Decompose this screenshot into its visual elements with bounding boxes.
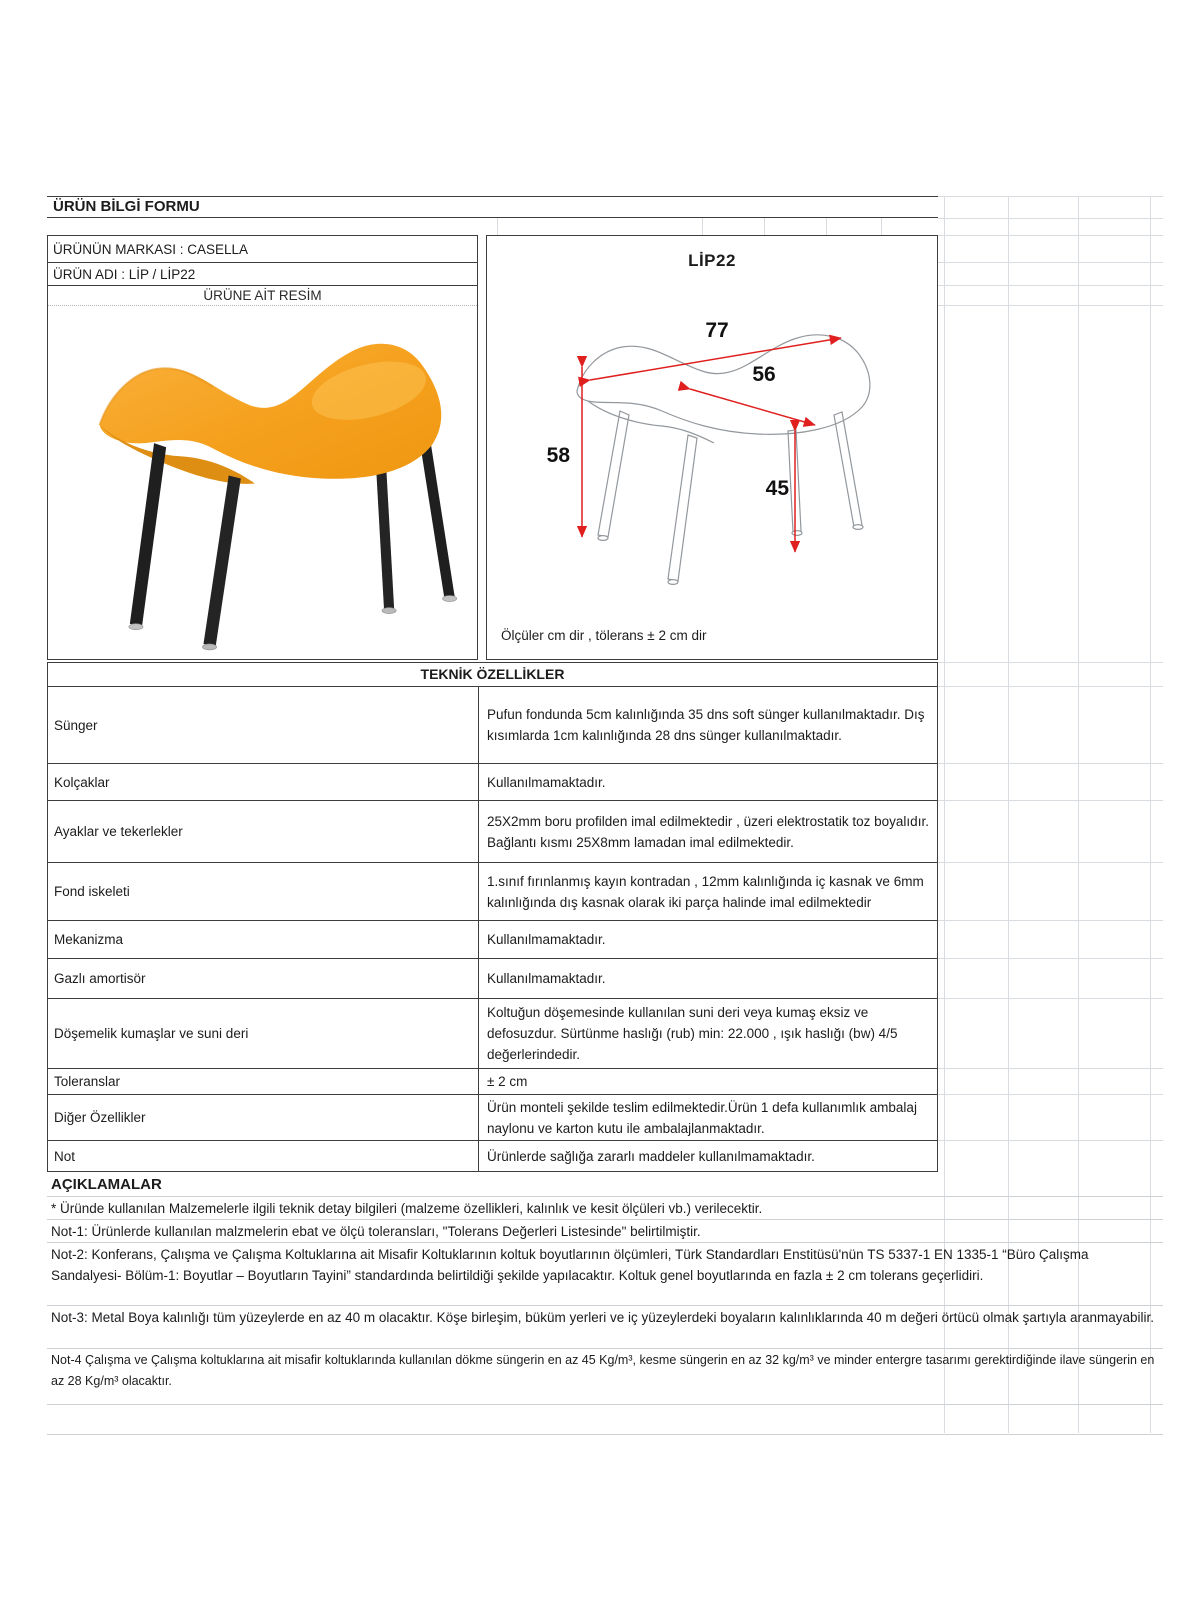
spec-value: Koltuğun döşemesinde kullanılan suni deri veya kumaş eksiz ve defosuzdur. Sürtünme haslığı (rub) min: 22.000 , ışık haslığı (bw) 4/5 değerlerindedir. xyxy=(487,1005,898,1062)
spec-label: Gazlı amortisör xyxy=(48,959,479,998)
spec-value: 25X2mm boru profilden imal edilmektedir , üzeri elektrostatik toz boyalıdır. Bağlantı kısmı 25X8mm lamadan imal edilmektedir. xyxy=(487,813,929,850)
note-item: Not-4 Çalışma ve Çalışma koltuklarına ait misafir koltuklarında kullanılan dökme süngerin en az 45 Kg/m³, kesme süngerin en az 32 kg/m³ ve minder entergre tasarımı gerektirdiğinde ilave süngerin en az 28 Kg/m³ olacaktır. xyxy=(47,1349,1163,1405)
chair-seat xyxy=(99,344,441,484)
product-photo-chair-illustration xyxy=(61,306,465,654)
stool-outline xyxy=(577,335,870,585)
spec-value: 1.sınıf fırınlanmış kayın kontradan , 12mm kalınlığında iç kasnak ve 6mm kalınlığında dış kasnak olarak iki parça halinde imal edilmektedir xyxy=(487,873,924,910)
notes-section xyxy=(47,1174,1163,1435)
dim-height-left-label: 58 xyxy=(546,444,570,467)
dim-height-right-label: 45 xyxy=(765,477,789,500)
spec-label: Mekanizma xyxy=(48,921,479,958)
spec-row-toleranslar xyxy=(48,1069,937,1095)
spec-row-mekanizma xyxy=(48,921,937,959)
notes-header: AÇIKLAMALAR xyxy=(47,1174,1163,1197)
dimension-diagram-area xyxy=(492,318,932,610)
spec-label: Fond iskeleti xyxy=(48,863,479,920)
spec-label: Not xyxy=(48,1141,479,1171)
dimension-diagram xyxy=(492,318,932,610)
spec-value: Kullanılmamaktadır. xyxy=(487,774,606,790)
spec-row-ayaklar xyxy=(48,801,937,863)
empty-grid-row xyxy=(47,1405,1163,1435)
spec-label: Ayaklar ve tekerlekler xyxy=(48,801,479,862)
spec-row-fond xyxy=(48,863,937,921)
note-item: Not-2: Konferans, Çalışma ve Çalışma Koltuklarına ait Misafir Koltuklarının koltuk boyutlarının ölçümleri, Türk Standardları Enstitüsü'nün TS 5337-1 EN 1335-1 “Büro Çalışma Sandalyesi- Bölüm-1: Boyutlar – Boyutların Tayini” standardında belirtildiği şekilde yapılacaktır. Koltuk genel boyutlarında en fazla ± 2 cm tolerans geçerlidiri. xyxy=(47,1243,1163,1306)
page-title: ÜRÜN BİLGİ FORMU xyxy=(47,196,938,218)
spec-label: Kolçaklar xyxy=(48,764,479,800)
spec-label: Döşemelik kumaşlar ve suni deri xyxy=(48,999,479,1068)
spec-row-kolcaklar xyxy=(48,764,937,801)
spec-value: Kullanılmamaktadır. xyxy=(487,932,606,947)
spec-value: Kullanılmamaktadır. xyxy=(487,971,606,986)
technical-specs-table xyxy=(47,662,938,1172)
dim-depth-label: 56 xyxy=(752,363,776,386)
dimension-panel xyxy=(486,235,938,660)
product-brand-row: ÜRÜNÜN MARKASI : CASELLA xyxy=(48,236,477,263)
spec-label: Toleranslar xyxy=(48,1069,479,1094)
measurement-note: Ölçüler cm dir , tölerans ± 2 cm dir xyxy=(501,628,707,643)
spec-value: ± 2 cm xyxy=(487,1074,528,1089)
note-item: Not-3: Metal Boya kalınlığı tüm yüzeylerde en az 40 m olacaktır. Köşe birleşim, büküm yerleri ve iç yüzeylerdeki boyaların kalınlıklarında 40 m değeri örtücü olmak şartıyla aranmayabilir. xyxy=(47,1306,1163,1349)
spec-row-not xyxy=(48,1141,937,1171)
dim-width-label: 77 xyxy=(705,319,729,342)
spec-label: Diğer Özellikler xyxy=(48,1095,479,1140)
spec-row-dosemelik xyxy=(48,999,937,1069)
product-image-header: ÜRÜNE AİT RESİM xyxy=(48,286,477,306)
spec-row-amortisor xyxy=(48,959,937,999)
product-name-row: ÜRÜN ADI : LİP / LİP22 xyxy=(48,263,477,286)
product-photo-area xyxy=(48,306,477,658)
product-panel xyxy=(47,235,478,660)
spec-row-diger xyxy=(48,1095,937,1141)
spec-row-sunger xyxy=(48,687,937,764)
specs-header: TEKNİK ÖZELLİKLER xyxy=(48,663,937,687)
spec-value: Pufun fondunda 5cm kalınlığında 35 dns soft sünger kullanılmaktadır. Dış kısımlarda 1cm kalınlığında 28 dns sünger kullanılmaktadır. xyxy=(487,707,925,743)
spec-value: Ürün monteli şekilde teslim edilmektedir.Ürün 1 defa kullanımlık ambalaj naylonu ve karton kutu ile ambalajlanmaktadır. xyxy=(487,1099,917,1136)
note-item: * Üründe kullanılan Malzemelerle ilgili teknik detay bilgileri (malzeme özellikleri, kalınlık ve kesit ölçüleri vb.) verilecektir. xyxy=(47,1197,1163,1220)
note-item: Not-1: Ürünlerde kullanılan malzmelerin ebat ve ölçü toleransları, "Tolerans Değerleri Listesinde" belirtilmiştir. xyxy=(47,1220,1163,1243)
spec-value: Ürünlerde sağlığa zararlı maddeler kullanılmamaktadır. xyxy=(487,1148,815,1164)
model-title: LİP22 xyxy=(688,251,736,270)
spec-label: Sünger xyxy=(48,687,479,763)
